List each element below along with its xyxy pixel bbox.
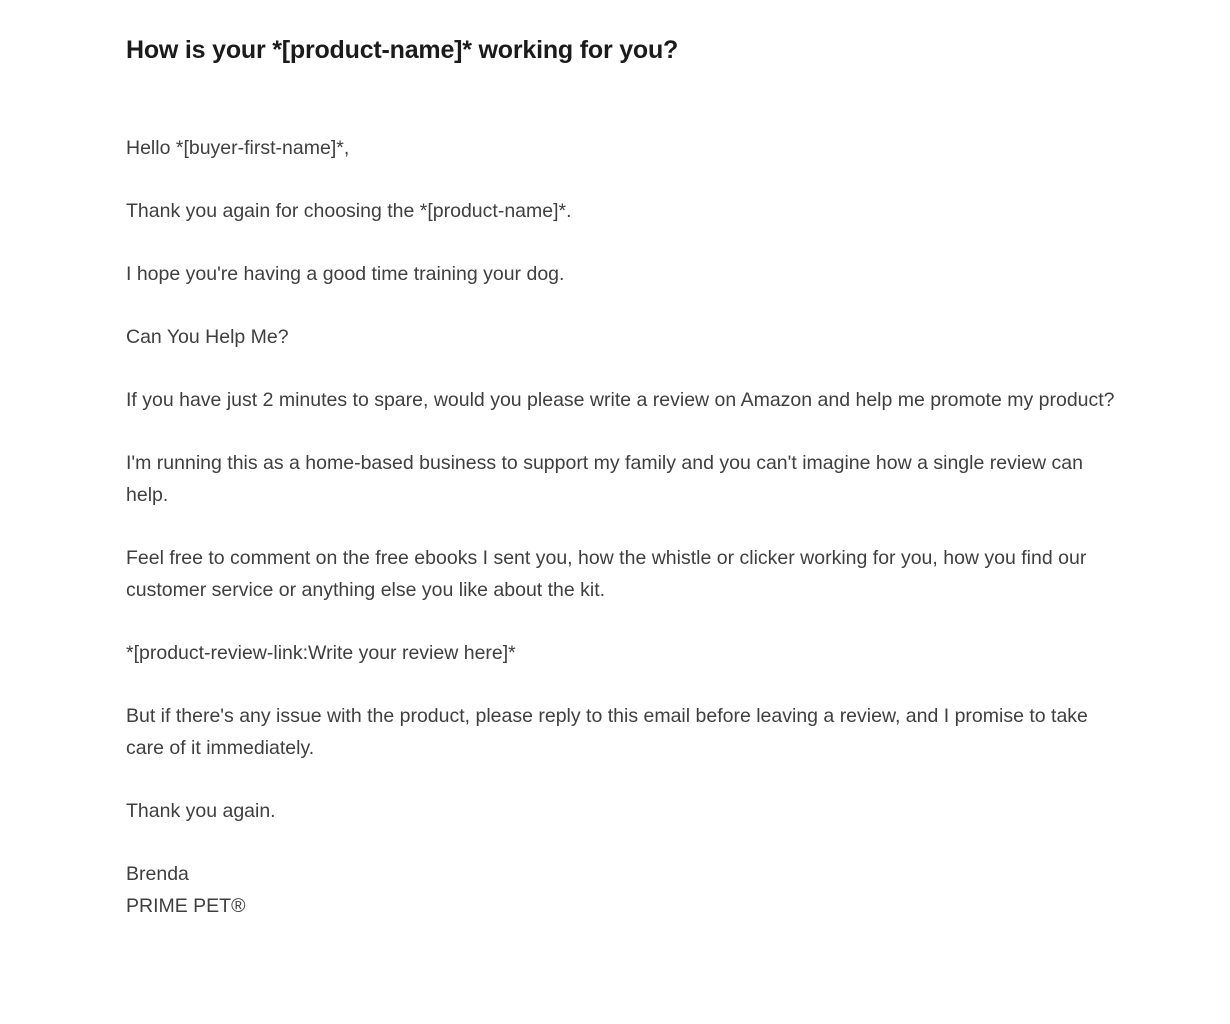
page-title: How is your *[product-name]* working for you? [126,36,679,64]
signature-brand: PRIME PET® [126,895,246,917]
paragraph-thanks: Thank you again for choosing the *[product-name]*. [126,200,572,222]
paragraph-closing-thanks: Thank you again. [126,800,276,822]
paragraph-review-link-placeholder[interactable]: *[product-review-link:Write your review here]* [126,642,516,664]
email-message-body [126,132,1126,922]
paragraph-review-request: If you have just 2 minutes to spare, would you please write a review on Amazon and help me promote my product? [126,389,1115,411]
email-body-container [126,34,1126,922]
paragraph-help-question: Can You Help Me? [126,326,289,348]
paragraph-training: I hope you're having a good time training your dog. [126,263,565,285]
paragraph-greeting: Hello *[buyer-first-name]*, [126,137,350,159]
signature-name: Brenda [126,863,189,885]
paragraph-home-business: I'm running this as a home-based business to support my family and you can't imagine how a single review can help. [126,452,1083,506]
paragraph-issue-notice: But if there's any issue with the product, please reply to this email before leaving a review, and I promise to take care of it immediately. [126,705,1088,759]
paragraph-comment-suggestions: Feel free to comment on the free ebooks I sent you, how the whistle or clicker working for you, how you find our customer service or anything else you like about the kit. [126,547,1087,601]
signature-block [126,858,1126,922]
